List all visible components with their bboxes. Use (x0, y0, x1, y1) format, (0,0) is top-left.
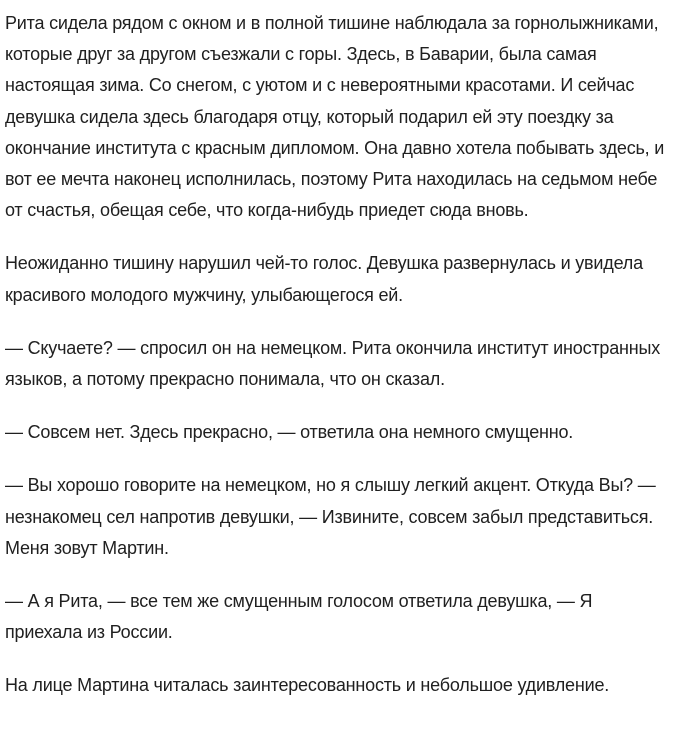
paragraph-5: — Вы хорошо говорите на немецком, но я слышу легкий акцент. Откуда Вы? — незнакомец сел напротив девушки, — Извините, совсем забыл представиться. Меня зовут Мартин. (5, 475, 656, 558)
paragraph-2: Неожиданно тишину нарушил чей-то голос. Девушка развернулась и увидела красивого молодого мужчину, улыбающегося ей. (5, 253, 643, 305)
paragraph-1: Рита сидела рядом с окном и в полной тишине наблюдала за горнолыжниками, которые друг за другом съезжали с горы. Здесь, в Баварии, была самая настоящая зима. Со снегом, с уютом и с невероятными красотами. И сейчас девушка сидела здесь благодаря отцу, который подарил ей эту поездку за окончание института с красным дипломом. Она давно хотела побывать здесь, и вот ее мечта наконец исполнилась, поэтому Рита находилась на седьмом небе от счастья, обещая себе, что когда-нибудь приедет сюда вновь. (5, 13, 665, 221)
paragraph-4: — Совсем нет. Здесь прекрасно, — ответила она немного смущенно. (5, 422, 574, 443)
paragraph-7: На лице Мартина читалась заинтересованность и небольшое удивление. (5, 675, 610, 696)
paragraph-6: — А я Рита, — все тем же смущенным голосом ответила девушка, — Я приехала из России. (5, 591, 593, 643)
paragraph-3: — Скучаете? — спросил он на немецком. Рита окончила институт иностранных языков, а потому прекрасно понимала, что он сказал. (5, 337, 661, 390)
